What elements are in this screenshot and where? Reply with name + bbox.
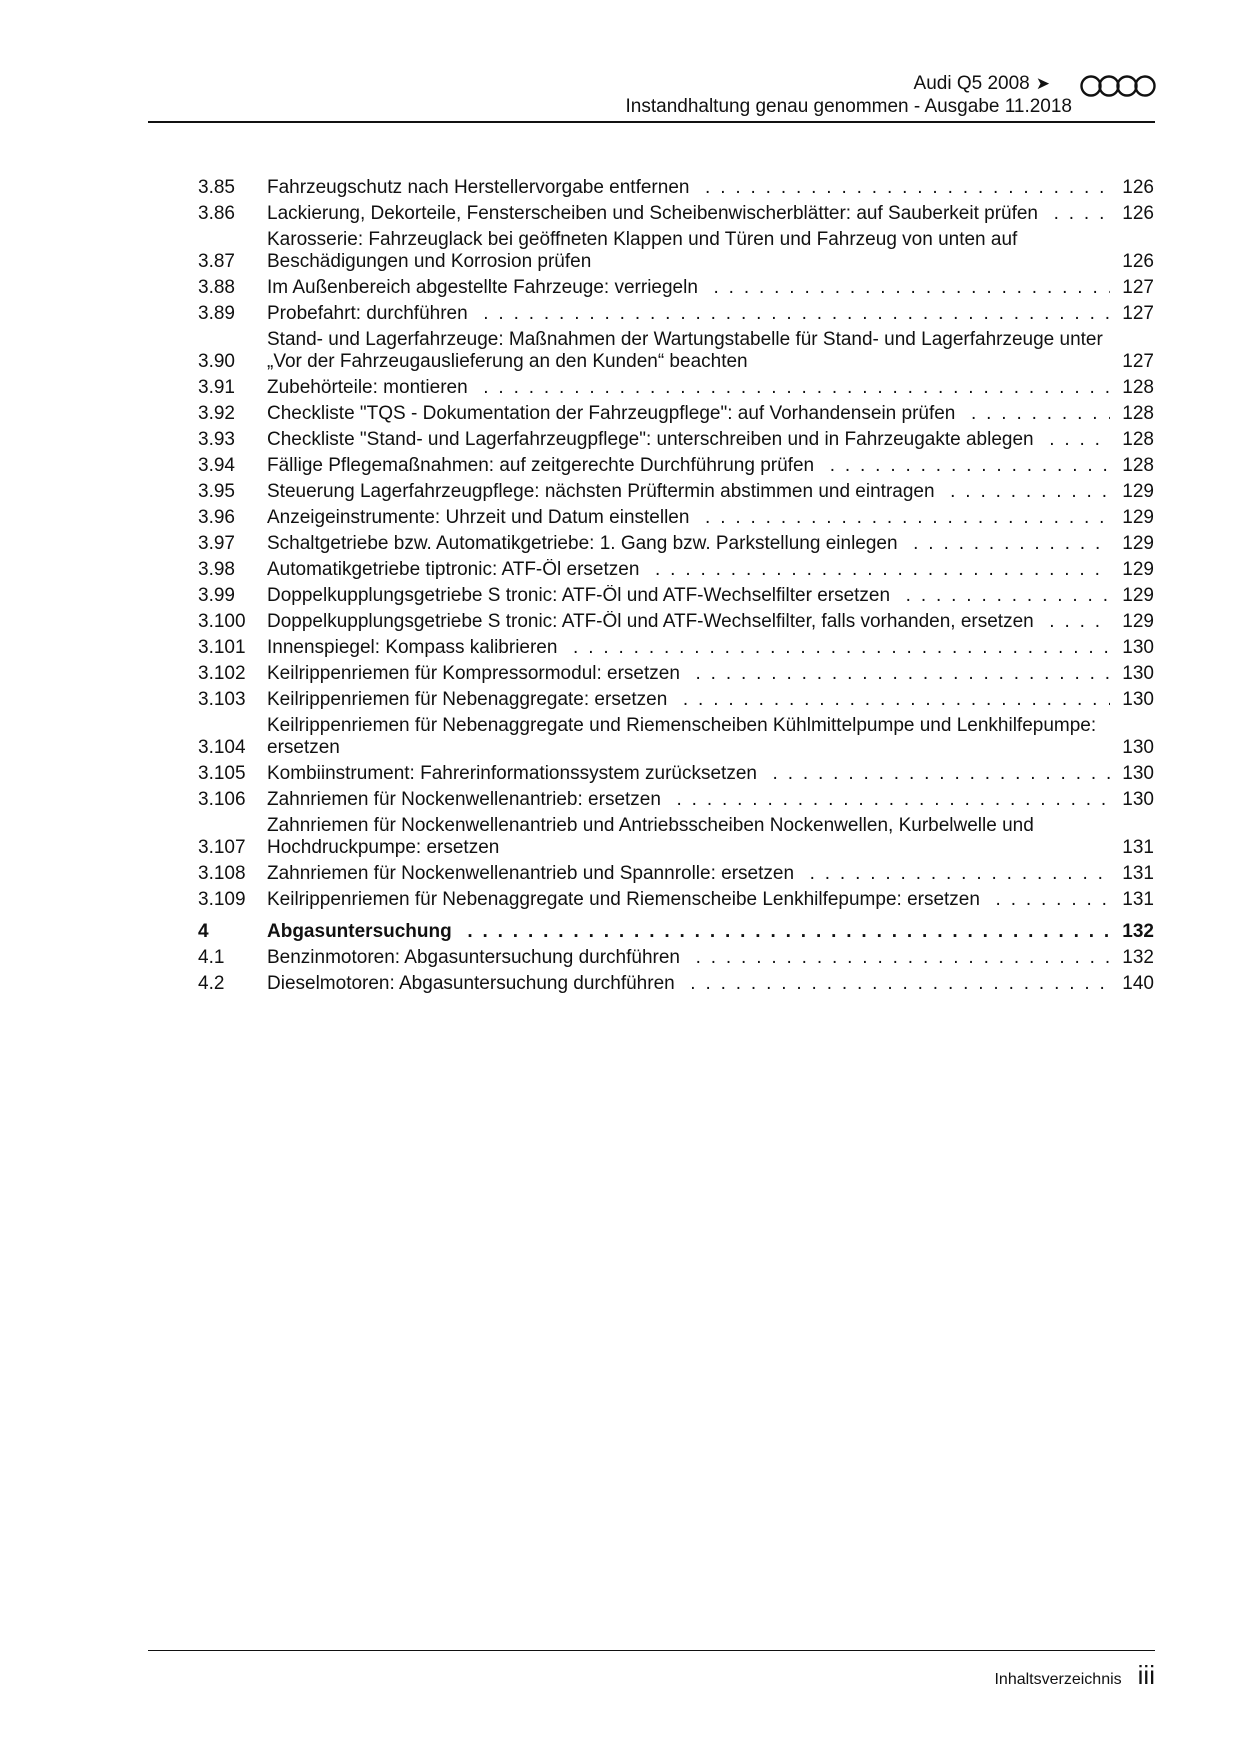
toc-entry-page: 130	[1122, 789, 1154, 810]
toc-entry[interactable]	[198, 329, 1154, 373]
toc-entry-title	[267, 973, 1110, 995]
toc-entry-title	[267, 715, 1110, 759]
toc-entry-title-text: Doppelkupplungsgetriebe S tronic: ATF-Öl und ATF-Wechselfilter, falls vorhanden, ersetzen	[267, 611, 1042, 632]
header-model: Audi Q5 2008	[913, 73, 1030, 94]
toc-entry-title-text: Zahnriemen für Nockenwellenantrieb: ersetzen	[267, 789, 669, 810]
header-divider	[148, 121, 1155, 123]
toc-entry-title	[267, 377, 1110, 399]
toc-entry-page: 129	[1122, 533, 1154, 554]
toc-entry-number: 3.109	[198, 889, 246, 910]
toc-entry[interactable]	[198, 789, 1154, 811]
toc-entry-page: 127	[1122, 303, 1154, 324]
toc-entry-number: 3.103	[198, 689, 246, 710]
toc-entry-title-text: Checkliste "TQS - Dokumentation der Fahrzeugpflege": auf Vorhandensein prüfen	[267, 403, 963, 424]
toc-entry[interactable]	[198, 663, 1154, 685]
toc-entry-number: 3.105	[198, 763, 246, 784]
toc-entry[interactable]	[198, 533, 1154, 555]
toc-entry-number: 4.1	[198, 947, 225, 968]
toc-chapter-entry[interactable]	[198, 921, 1154, 943]
toc-entry-page: 128	[1122, 429, 1154, 450]
toc-entry[interactable]	[198, 863, 1154, 885]
toc-entry[interactable]	[198, 277, 1154, 299]
toc-entry-page: 132	[1122, 921, 1154, 942]
header-model-line	[626, 72, 1156, 95]
page-footer	[994, 1660, 1155, 1691]
toc-entry-title-text: Karosserie: Fahrzeuglack bei geöffneten Klappen und Türen und Fahrzeug von unten auf Beschädigungen und Korrosion prüfen	[267, 229, 1018, 272]
toc-entry-number: 3.102	[198, 663, 246, 684]
toc-entry-title	[267, 863, 1110, 885]
toc-entry-title-text: Fällige Pflegemaßnahmen: auf zeitgerechte Durchführung prüfen	[267, 455, 822, 476]
header-subtitle: Instandhaltung genau genommen - Ausgabe 11.2018	[625, 96, 1072, 117]
toc-entry[interactable]	[198, 689, 1154, 711]
toc-entry-page: 126	[1122, 177, 1154, 198]
toc-entry-number: 3.92	[198, 403, 235, 424]
toc-entry-number: 3.87	[198, 251, 235, 272]
toc-entry-page: 126	[1122, 251, 1154, 272]
toc-entry[interactable]	[198, 429, 1154, 451]
toc-entry-title	[267, 789, 1110, 811]
toc-entry-title	[267, 455, 1110, 477]
toc-entry[interactable]	[198, 481, 1154, 503]
toc-entry-number: 3.94	[198, 455, 235, 476]
toc-entry-title-text: Doppelkupplungsgetriebe S tronic: ATF-Öl und ATF-Wechselfilter ersetzen	[267, 585, 898, 606]
toc-entry-page: 130	[1122, 663, 1154, 684]
toc-entry-title-text: Anzeigeinstrumente: Uhrzeit und Datum einstellen	[267, 507, 697, 528]
toc-entry[interactable]	[198, 507, 1154, 529]
toc-entry-title	[267, 203, 1110, 225]
toc-entry-title-text: Benzinmotoren: Abgasuntersuchung durchführen	[267, 947, 688, 968]
toc-entry-title	[267, 689, 1110, 711]
toc-entry-title-text: Automatikgetriebe tiptronic: ATF-Öl ersetzen	[267, 559, 647, 580]
toc-entry-title-text: Zahnriemen für Nockenwellenantrieb und Spannrolle: ersetzen	[267, 863, 802, 884]
page-number: iii	[1137, 1660, 1155, 1690]
toc-entry-page: 140	[1122, 973, 1154, 994]
toc-entry-title	[267, 921, 1110, 943]
toc-entry-title	[267, 947, 1110, 969]
toc-entry-number: 4	[198, 921, 209, 942]
toc-entry-title-text: Innenspiegel: Kompass kalibrieren	[267, 637, 565, 658]
toc-entry-title	[267, 403, 1110, 425]
toc-entry-title	[267, 329, 1110, 373]
toc-entry-title	[267, 429, 1110, 451]
toc-entry-page: 129	[1122, 507, 1154, 528]
toc-entry-title	[267, 177, 1110, 199]
toc-entry[interactable]	[198, 559, 1154, 581]
toc-entry-page: 129	[1122, 611, 1154, 632]
toc-entry-title	[267, 889, 1110, 911]
toc-entry-number: 3.99	[198, 585, 235, 606]
toc-entry-number: 3.89	[198, 303, 235, 324]
toc-entry-title	[267, 277, 1110, 299]
toc-entry-number: 3.95	[198, 481, 235, 502]
toc-entry[interactable]	[198, 611, 1154, 633]
toc-entry-title-text: Schaltgetriebe bzw. Automatikgetriebe: 1. Gang bzw. Parkstellung einlegen	[267, 533, 906, 554]
toc-entry[interactable]	[198, 715, 1154, 759]
toc-entry-title-text: Keilrippenriemen für Nebenaggregate: ersetzen	[267, 689, 675, 710]
toc-entry-title	[267, 303, 1110, 325]
toc-entry-title	[267, 815, 1110, 859]
toc-entry[interactable]	[198, 973, 1154, 995]
toc-entry-title	[267, 507, 1110, 529]
toc-entry[interactable]	[198, 947, 1154, 969]
toc-entry-page: 131	[1122, 889, 1154, 910]
footer-section-label: Inhaltsverzeichnis	[994, 1671, 1122, 1688]
toc-entry-title-text: Zubehörteile: montieren	[267, 377, 476, 398]
toc-entry-number: 3.101	[198, 637, 246, 658]
toc-entry-title-text: Fahrzeugschutz nach Herstellervorgabe entfernen	[267, 177, 697, 198]
toc-entry-title-text: Abgasuntersuchung	[267, 921, 460, 942]
toc-entry-page: 129	[1122, 481, 1154, 502]
toc-entry-title-text: Keilrippenriemen für Nebenaggregate und Riemenscheiben Kühlmittelpumpe und Lenkhilfepumpe: ersetzen	[267, 715, 1097, 758]
toc-entry[interactable]	[198, 763, 1154, 785]
toc-entry-number: 3.96	[198, 507, 235, 528]
toc-entry-title-text: Keilrippenriemen für Kompressormodul: ersetzen	[267, 663, 688, 684]
toc-entry-title-text: Lackierung, Dekorteile, Fensterscheiben und Scheibenwischerblätter: auf Sauberkeit prüfen	[267, 203, 1046, 224]
toc-entry-title	[267, 585, 1110, 607]
toc-entry-page: 127	[1122, 351, 1154, 372]
footer-divider	[148, 1650, 1155, 1651]
toc-entry-title-text: Steuerung Lagerfahrzeugpflege: nächsten Prüftermin abstimmen und eintragen	[267, 481, 943, 502]
toc-entry-title-text: Im Außenbereich abgestellte Fahrzeuge: verriegeln	[267, 277, 706, 298]
toc-entry-title-text: Keilrippenriemen für Nebenaggregate und Riemenscheibe Lenkhilfepumpe: ersetzen	[267, 889, 988, 910]
toc-entry-number: 3.90	[198, 351, 235, 372]
toc-entry-title-text: Dieselmotoren: Abgasuntersuchung durchführen	[267, 973, 683, 994]
toc-entry[interactable]	[198, 637, 1154, 659]
toc-entry-title	[267, 229, 1110, 273]
toc-entry-number: 3.85	[198, 177, 235, 198]
toc-entry-page: 130	[1122, 763, 1154, 784]
toc-entry[interactable]	[198, 889, 1154, 911]
toc-entry[interactable]	[198, 229, 1154, 273]
toc-entry-number: 3.100	[198, 611, 246, 632]
toc-entry-number: 3.107	[198, 837, 246, 858]
toc-entry-number: 3.86	[198, 203, 235, 224]
page-header	[626, 72, 1156, 118]
toc-entry-number: 3.97	[198, 533, 235, 554]
toc-entry-page: 128	[1122, 455, 1154, 476]
audi-rings-logo-icon	[1079, 74, 1157, 98]
toc-entry[interactable]	[198, 303, 1154, 325]
toc-entry[interactable]	[198, 455, 1154, 477]
toc-entry-page: 131	[1122, 837, 1154, 858]
toc-entry[interactable]	[198, 377, 1154, 399]
toc-entry-title	[267, 481, 1110, 503]
toc-entry-page: 131	[1122, 863, 1154, 884]
toc-entry-title	[267, 559, 1110, 581]
toc-entry-page: 126	[1122, 203, 1154, 224]
toc-entry-title	[267, 663, 1110, 685]
toc-entry-number: 4.2	[198, 973, 225, 994]
toc-entry[interactable]	[198, 815, 1154, 859]
toc-entry-title	[267, 763, 1110, 785]
toc-entry-page: 132	[1122, 947, 1154, 968]
toc-entry-number: 3.88	[198, 277, 235, 298]
toc-entry-page: 129	[1122, 585, 1154, 606]
toc-entry-title-text: Kombiinstrument: Fahrerinformationssystem zurücksetzen	[267, 763, 765, 784]
toc-entry-number: 3.93	[198, 429, 235, 450]
toc-entry-number: 3.106	[198, 789, 246, 810]
toc-entry-title	[267, 611, 1110, 633]
toc-entry-page: 128	[1122, 403, 1154, 424]
toc-entry-title	[267, 533, 1110, 555]
toc-entry[interactable]	[198, 403, 1154, 425]
toc-entry-page: 128	[1122, 377, 1154, 398]
table-of-contents	[198, 177, 1154, 999]
arrow-icon: ➤	[1035, 74, 1050, 93]
toc-entry-page: 127	[1122, 277, 1154, 298]
toc-entry-page: 130	[1122, 689, 1154, 710]
toc-entry-page: 130	[1122, 737, 1154, 758]
toc-entry[interactable]	[198, 585, 1154, 607]
toc-entry-number: 3.108	[198, 863, 246, 884]
toc-entry-number: 3.98	[198, 559, 235, 580]
toc-entry-title-text: Probefahrt: durchführen	[267, 303, 476, 324]
toc-entry-number: 3.104	[198, 737, 246, 758]
toc-entry-page: 129	[1122, 559, 1154, 580]
toc-entry-title-text: Stand- und Lagerfahrzeuge: Maßnahmen der Wartungstabelle für Stand- und Lagerfahrzeuge unter „Vor der Fahrzeugauslieferung an den Kunden“ beachten	[267, 329, 1103, 372]
toc-entry[interactable]	[198, 177, 1154, 199]
toc-entry-title-text: Checkliste "Stand- und Lagerfahrzeugpflege": unterschreiben und in Fahrzeugakte ablegen	[267, 429, 1042, 450]
toc-entry-title-text: Zahnriemen für Nockenwellenantrieb und Antriebsscheiben Nockenwellen, Kurbelwelle und Hochdruckpumpe: ersetzen	[267, 815, 1034, 858]
toc-entry-title	[267, 637, 1110, 659]
toc-entry-page: 130	[1122, 637, 1154, 658]
toc-entry[interactable]	[198, 203, 1154, 225]
toc-entry-number: 3.91	[198, 377, 235, 398]
